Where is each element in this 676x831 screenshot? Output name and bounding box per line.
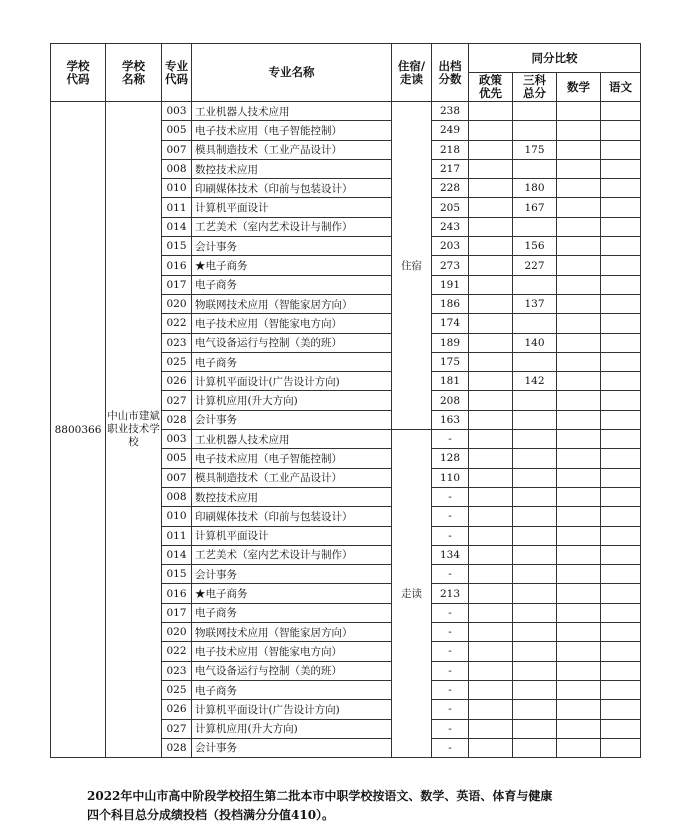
major-name: 会计事务 — [192, 410, 392, 429]
major-code: 005 — [162, 121, 192, 140]
policy-priority — [469, 159, 513, 178]
policy-priority — [469, 102, 513, 121]
header-major-code: 专业 代码 — [162, 44, 192, 102]
admission-score: 228 — [432, 179, 469, 198]
header-policy: 政策 优先 — [469, 73, 513, 102]
major-code: 023 — [162, 661, 192, 680]
three-subject-total — [513, 603, 557, 622]
major-code: 014 — [162, 545, 192, 564]
math-score — [557, 198, 601, 217]
admission-score: - — [432, 738, 469, 757]
policy-priority — [469, 661, 513, 680]
math-score — [557, 121, 601, 140]
lodging-type: 走读 — [392, 430, 432, 758]
major-name: 电子技术应用（电子智能控制） — [192, 121, 392, 140]
chinese-score — [601, 449, 641, 468]
major-code: 017 — [162, 603, 192, 622]
chinese-score — [601, 584, 641, 603]
chinese-score — [601, 352, 641, 371]
three-subject-total — [513, 275, 557, 294]
major-name: 数控技术应用 — [192, 159, 392, 178]
admission-score: 181 — [432, 372, 469, 391]
policy-priority — [469, 623, 513, 642]
math-score — [557, 352, 601, 371]
three-subject-total: 227 — [513, 256, 557, 275]
major-code: 025 — [162, 680, 192, 699]
math-score — [557, 545, 601, 564]
policy-priority — [469, 700, 513, 719]
chinese-score — [601, 121, 641, 140]
policy-priority — [469, 121, 513, 140]
policy-priority — [469, 314, 513, 333]
header-school-name: 学校 名称 — [106, 44, 162, 102]
admission-score: - — [432, 565, 469, 584]
math-score — [557, 603, 601, 622]
chinese-score — [601, 256, 641, 275]
chinese-score — [601, 545, 641, 564]
major-name: 工艺美术（室内艺术设计与制作） — [192, 545, 392, 564]
math-score — [557, 179, 601, 198]
major-code: 014 — [162, 217, 192, 236]
chinese-score — [601, 159, 641, 178]
chinese-score — [601, 738, 641, 757]
admission-score: 273 — [432, 256, 469, 275]
major-name: 物联网技术应用（智能家居方向） — [192, 623, 392, 642]
admission-score: 208 — [432, 391, 469, 410]
table-row — [51, 102, 641, 121]
major-code: 011 — [162, 526, 192, 545]
admission-score: - — [432, 430, 469, 449]
major-name: 印刷媒体技术（印前与包装设计） — [192, 507, 392, 526]
math-score — [557, 314, 601, 333]
footnote — [87, 787, 647, 825]
header-math: 数学 — [557, 73, 601, 102]
school-name: 中山市建斌职业技术学校 — [106, 102, 162, 758]
math-score — [557, 372, 601, 391]
policy-priority — [469, 217, 513, 236]
three-subject-total — [513, 507, 557, 526]
major-code: 010 — [162, 507, 192, 526]
school-code: 8800366 — [51, 102, 106, 758]
major-code: 027 — [162, 719, 192, 738]
policy-priority — [469, 410, 513, 429]
major-name: 电子商务 — [192, 680, 392, 699]
major-name: 工业机器人技术应用 — [192, 102, 392, 121]
admission-score: 249 — [432, 121, 469, 140]
policy-priority — [469, 680, 513, 699]
three-subject-total: 142 — [513, 372, 557, 391]
three-subject-total — [513, 391, 557, 410]
three-subject-total — [513, 661, 557, 680]
major-code: 025 — [162, 352, 192, 371]
math-score — [557, 391, 601, 410]
admission-score: 110 — [432, 468, 469, 487]
chinese-score — [601, 179, 641, 198]
policy-priority — [469, 179, 513, 198]
admission-score: - — [432, 623, 469, 642]
math-score — [557, 275, 601, 294]
admission-score: - — [432, 719, 469, 738]
header-three-total: 三科 总分 — [513, 73, 557, 102]
major-code: 026 — [162, 372, 192, 391]
chinese-score — [601, 410, 641, 429]
chinese-score — [601, 680, 641, 699]
admission-score: - — [432, 661, 469, 680]
admission-score: 203 — [432, 237, 469, 256]
major-name: 电子技术应用（智能家电方向） — [192, 642, 392, 661]
three-subject-total — [513, 468, 557, 487]
chinese-score — [601, 661, 641, 680]
math-score — [557, 102, 601, 121]
three-subject-total — [513, 352, 557, 371]
major-name: 计算机平面设计(广告设计方向) — [192, 700, 392, 719]
three-subject-total — [513, 719, 557, 738]
admission-score: 213 — [432, 584, 469, 603]
math-score — [557, 294, 601, 313]
footnote-line-2: 四个科目总分成绩投档（投档满分分值410）。 — [87, 808, 335, 822]
major-code: 015 — [162, 237, 192, 256]
admission-score: - — [432, 603, 469, 622]
math-score — [557, 140, 601, 159]
major-code: 023 — [162, 333, 192, 352]
policy-priority — [469, 140, 513, 159]
policy-priority — [469, 642, 513, 661]
math-score — [557, 256, 601, 275]
major-code: 005 — [162, 449, 192, 468]
major-code: 020 — [162, 623, 192, 642]
math-score — [557, 623, 601, 642]
admission-score: 217 — [432, 159, 469, 178]
major-code: 011 — [162, 198, 192, 217]
math-score — [557, 449, 601, 468]
lodging-type: 住宿 — [392, 102, 432, 430]
header-lodging: 住宿/ 走读 — [392, 44, 432, 102]
three-subject-total — [513, 487, 557, 506]
chinese-score — [601, 487, 641, 506]
math-score — [557, 333, 601, 352]
major-name: 计算机应用(升大方向) — [192, 719, 392, 738]
admission-score: 189 — [432, 333, 469, 352]
three-subject-total — [513, 738, 557, 757]
admission-score: 218 — [432, 140, 469, 159]
major-code: 028 — [162, 738, 192, 757]
three-subject-total — [513, 121, 557, 140]
math-score — [557, 719, 601, 738]
major-name: 计算机平面设计(广告设计方向) — [192, 372, 392, 391]
policy-priority — [469, 584, 513, 603]
major-name: 电子技术应用（智能家电方向） — [192, 314, 392, 333]
math-score — [557, 159, 601, 178]
major-name: 电气设备运行与控制（美的班） — [192, 333, 392, 352]
chinese-score — [601, 526, 641, 545]
major-code: 017 — [162, 275, 192, 294]
policy-priority — [469, 738, 513, 757]
admission-score: 243 — [432, 217, 469, 236]
major-code: 007 — [162, 140, 192, 159]
chinese-score — [601, 275, 641, 294]
three-subject-total — [513, 680, 557, 699]
admission-score: 134 — [432, 545, 469, 564]
three-subject-total: 180 — [513, 179, 557, 198]
admission-score: 128 — [432, 449, 469, 468]
major-name: 计算机应用(升大方向) — [192, 391, 392, 410]
math-score — [557, 526, 601, 545]
math-score — [557, 661, 601, 680]
major-code: 007 — [162, 468, 192, 487]
major-name: 模具制造技术（工业产品设计） — [192, 468, 392, 487]
three-subject-total — [513, 410, 557, 429]
three-subject-total: 156 — [513, 237, 557, 256]
policy-priority — [469, 468, 513, 487]
admission-score: 205 — [432, 198, 469, 217]
admission-score: 191 — [432, 275, 469, 294]
math-score — [557, 468, 601, 487]
three-subject-total — [513, 623, 557, 642]
major-code: 003 — [162, 102, 192, 121]
three-subject-total — [513, 430, 557, 449]
math-score — [557, 507, 601, 526]
chinese-score — [601, 603, 641, 622]
admission-score-table — [50, 43, 641, 758]
math-score — [557, 680, 601, 699]
major-code: 022 — [162, 642, 192, 661]
major-name: 计算机平面设计 — [192, 198, 392, 217]
chinese-score — [601, 372, 641, 391]
policy-priority — [469, 487, 513, 506]
chinese-score — [601, 623, 641, 642]
major-name: 电子商务 — [192, 603, 392, 622]
header-compare-group: 同分比较 — [469, 44, 641, 73]
math-score — [557, 642, 601, 661]
admission-score: 186 — [432, 294, 469, 313]
policy-priority — [469, 333, 513, 352]
chinese-score — [601, 217, 641, 236]
math-score — [557, 738, 601, 757]
policy-priority — [469, 237, 513, 256]
policy-priority — [469, 603, 513, 622]
admission-score: - — [432, 642, 469, 661]
major-name: 会计事务 — [192, 237, 392, 256]
policy-priority — [469, 565, 513, 584]
policy-priority — [469, 372, 513, 391]
chinese-score — [601, 294, 641, 313]
chinese-score — [601, 140, 641, 159]
policy-priority — [469, 526, 513, 545]
major-name: 电子技术应用（电子智能控制） — [192, 449, 392, 468]
major-code: 016 — [162, 584, 192, 603]
major-name: 工艺美术（室内艺术设计与制作） — [192, 217, 392, 236]
policy-priority — [469, 294, 513, 313]
policy-priority — [469, 352, 513, 371]
chinese-score — [601, 237, 641, 256]
footnote-line-1: 2022年中山市高中阶段学校招生第二批本市中职学校按语文、数学、英语、体育与健康 — [87, 789, 553, 803]
header-score: 出档 分数 — [432, 44, 469, 102]
chinese-score — [601, 333, 641, 352]
major-code: 022 — [162, 314, 192, 333]
policy-priority — [469, 275, 513, 294]
major-code: 020 — [162, 294, 192, 313]
policy-priority — [469, 256, 513, 275]
three-subject-total — [513, 700, 557, 719]
admission-score: 163 — [432, 410, 469, 429]
header-chinese: 语文 — [601, 73, 641, 102]
header-school-code: 学校 代码 — [51, 44, 106, 102]
math-score — [557, 217, 601, 236]
major-name: 物联网技术应用（智能家居方向） — [192, 294, 392, 313]
major-code: 028 — [162, 410, 192, 429]
major-code: 016 — [162, 256, 192, 275]
major-name: 计算机平面设计 — [192, 526, 392, 545]
major-name: 数控技术应用 — [192, 487, 392, 506]
admission-score: 238 — [432, 102, 469, 121]
chinese-score — [601, 507, 641, 526]
admission-score: 174 — [432, 314, 469, 333]
major-name: ★电子商务 — [192, 256, 392, 275]
chinese-score — [601, 642, 641, 661]
major-code: 008 — [162, 159, 192, 178]
chinese-score — [601, 430, 641, 449]
major-name: 工业机器人技术应用 — [192, 430, 392, 449]
chinese-score — [601, 102, 641, 121]
admission-score: 175 — [432, 352, 469, 371]
major-name: 电子商务 — [192, 352, 392, 371]
chinese-score — [601, 700, 641, 719]
major-code: 027 — [162, 391, 192, 410]
admission-score: - — [432, 700, 469, 719]
major-code: 008 — [162, 487, 192, 506]
major-name: 电气设备运行与控制（美的班） — [192, 661, 392, 680]
major-name: ★电子商务 — [192, 584, 392, 603]
major-name: 会计事务 — [192, 738, 392, 757]
three-subject-total — [513, 642, 557, 661]
three-subject-total: 167 — [513, 198, 557, 217]
three-subject-total: 140 — [513, 333, 557, 352]
three-subject-total: 175 — [513, 140, 557, 159]
major-name: 印刷媒体技术（印前与包装设计） — [192, 179, 392, 198]
admission-score: - — [432, 526, 469, 545]
chinese-score — [601, 565, 641, 584]
three-subject-total — [513, 159, 557, 178]
math-score — [557, 430, 601, 449]
three-subject-total — [513, 449, 557, 468]
admission-score: - — [432, 487, 469, 506]
major-code: 003 — [162, 430, 192, 449]
three-subject-total — [513, 526, 557, 545]
three-subject-total: 137 — [513, 294, 557, 313]
three-subject-total — [513, 217, 557, 236]
policy-priority — [469, 449, 513, 468]
major-code: 026 — [162, 700, 192, 719]
header-major-name: 专业名称 — [192, 44, 392, 102]
chinese-score — [601, 719, 641, 738]
admission-score: - — [432, 680, 469, 699]
policy-priority — [469, 507, 513, 526]
major-code: 010 — [162, 179, 192, 198]
math-score — [557, 584, 601, 603]
three-subject-total — [513, 314, 557, 333]
policy-priority — [469, 545, 513, 564]
policy-priority — [469, 430, 513, 449]
math-score — [557, 410, 601, 429]
math-score — [557, 565, 601, 584]
major-name: 电子商务 — [192, 275, 392, 294]
admission-score: - — [432, 507, 469, 526]
math-score — [557, 237, 601, 256]
three-subject-total — [513, 545, 557, 564]
three-subject-total — [513, 584, 557, 603]
major-name: 模具制造技术（工业产品设计） — [192, 140, 392, 159]
three-subject-total — [513, 102, 557, 121]
math-score — [557, 700, 601, 719]
three-subject-total — [513, 565, 557, 584]
major-name: 会计事务 — [192, 565, 392, 584]
policy-priority — [469, 719, 513, 738]
chinese-score — [601, 391, 641, 410]
major-code: 015 — [162, 565, 192, 584]
chinese-score — [601, 314, 641, 333]
math-score — [557, 487, 601, 506]
policy-priority — [469, 391, 513, 410]
chinese-score — [601, 198, 641, 217]
policy-priority — [469, 198, 513, 217]
chinese-score — [601, 468, 641, 487]
